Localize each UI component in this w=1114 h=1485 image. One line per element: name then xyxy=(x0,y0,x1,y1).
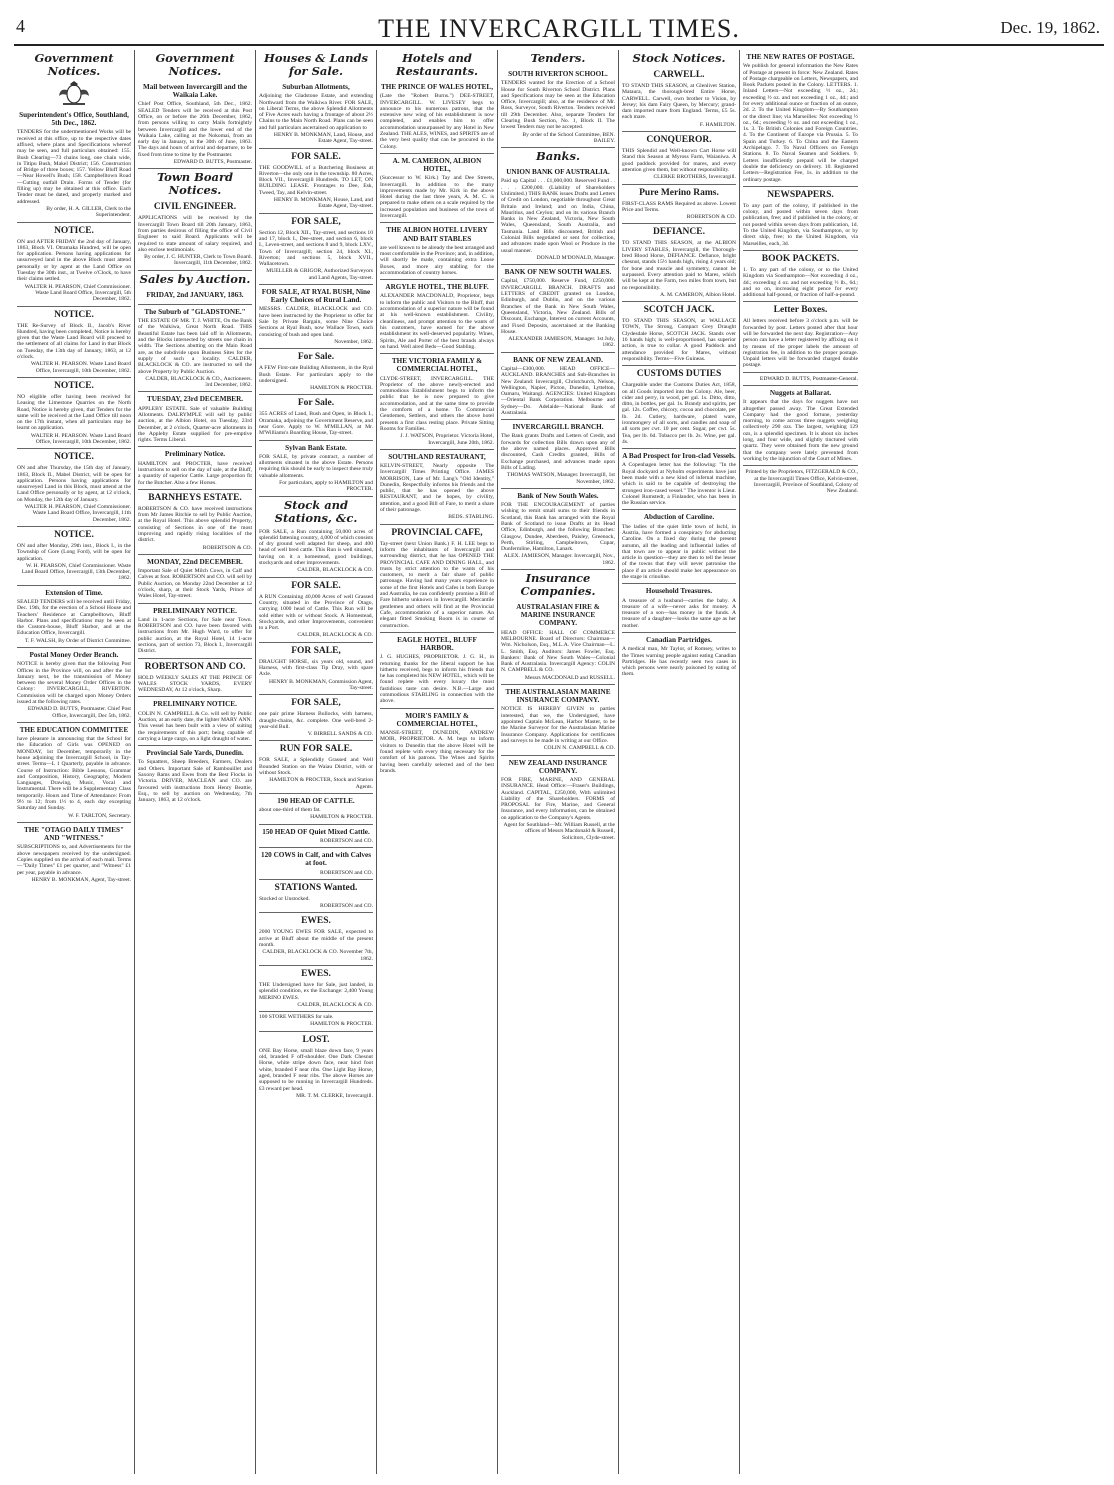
ad-signature: A. M. CAMERON, Albion Hotel. xyxy=(660,291,736,298)
advertisement xyxy=(622,633,736,681)
advertisement xyxy=(380,354,494,450)
columns-container xyxy=(14,50,1104,1474)
advertisement xyxy=(259,848,373,880)
ad-heading: MOIR'S FAMILY & COMMERCIAL HOTEL, xyxy=(396,711,478,728)
advertisement xyxy=(138,746,252,806)
ad-heading: EWES. xyxy=(301,968,331,979)
ad-body: FOR FIRE, MARINE, AND GENERAL INSURANCE. Head Office:—Fraser's Buildings, Auckland. CAPITAL, £250,000, With unlimited Liability of the Shareholders. FORMS of PROPOSAL for Fire, Marine, and General Insurance, and every information, can be obtained on application to the Company's Agents. xyxy=(501,776,615,821)
section-heading: Sales by Auction. xyxy=(139,271,251,286)
advertisement xyxy=(17,108,131,223)
ad-body: Chargeable under the Customs Duties Act, 1858, on all Goods imported into the Colony. Ale, beer, cider and perry, in wood, per gal. 1s. Ditto, ditto, ditto, in bottles, per gal. 1s. Brandy and spirits, per gal. 12s. Coffee, chicory, cocoa and chocolate, per lb. 2d. Cutlery, hardware, plated ware, ironmongery of all sorts, and candles and soap of all sorts per cwt. 10 per cent. Sugar, per cwt. 5s. Tea, per lb. 6d. Tobacco per lb. 2s. Wine, per gal. 4s. xyxy=(622,382,736,445)
ad-signature: CALDER, BLACKLOCK & CO. xyxy=(297,1001,373,1008)
ad-heading: NEWSPAPERS. xyxy=(767,189,834,200)
ad-heading: Extension of Time. xyxy=(45,588,103,597)
ad-heading: BANK OF NEW SOUTH WALES. xyxy=(504,268,612,277)
ad-body: (Late the "Robert Burns.") DEE-STREET, INVERCARGILL. W. LIVESEY begs to announce to his numerous patrons, that the extensive new wing of his establishment is now completed, and enables him to offer accommodation unsurpassed by any Hotel in New Zealand. THE ALES, WINES, and SPIRITS are of the very best quality that can be procured in the Colony. xyxy=(380,93,494,150)
ad-heading: SOUTH RIVERTON SCHOOL. xyxy=(508,70,608,78)
ad-heading: THE "OTAGO DAILY TIMES" AND "WITNESS." xyxy=(23,825,125,843)
ad-body: APPLEBY ESTATE. Sale of valuable Building Allotments. DALRYMPLE will sell by public auction, at the Albion Hotel, on Tuesday, 23rd December, at 2 o'clock, Quarter-acre allotments in the Appleby Estate supplied for pre-emptive rights. Terms Liberal. xyxy=(138,405,252,444)
ad-heading: THE NEW RATES OF POSTAGE. xyxy=(746,53,855,61)
ad-body: have pleasure in announcing that the School for the Education of Girls was OPENED on MONDAY, 1st December, temporarily in the house adjoining the Invercargill School, in Tay-street. Terms—L 1 Quarterly, payable in advance. Course of Instruction: Bible Lessons, Grammar and Composition, History, Geography, Modern Languages, Drawing, Music, Vocal and Instrumental. There will be a Supplementary Class temporarily. Hours and Time of Attendance: From 9½ to 12; from 1½ to 4, each day excepting Saturday and Sunday. xyxy=(17,736,131,812)
ad-body: THE Undersigned have for Sale, just landed, in splendid condition, ex the Exchange: 2,400 Young MERINO EWES. xyxy=(259,981,373,1001)
ad-body: Chief Post Office, Southland, 5th Dec., 1862. SEALED Tenders will be received at this Post Office, on or before the 26th December, 1862, from persons willing to carry Mails fortnightly between Invercargill and the lower end of the Waikaia Lake, calling at the Nokomai, from an early day in January, to the 30th of June, 1863. The days and hours of arrival and departure, to be fixed from time to time by the Postmaster. xyxy=(138,101,252,158)
ad-heading: Nuggets at Ballarat. xyxy=(769,389,832,398)
ad-body: TENDERS wanted for the Erection of a School House for South Riverton School District. Plans and Specifications may be seen at the Education Office, Invercargill; also, at the residence of Mr. Ross, Surveyor, South Riverton. Tenders received till 29th December. Also, separate Tenders for Clearing Bush Section, No. 1, Block II. The lowest Tenders may not be accepted. xyxy=(501,80,615,131)
ad-signature: THOMAS WATSON, Manager. Invercargill, 1st November, 1862. xyxy=(506,472,615,485)
ad-body: TO STAND THIS SEASON, at Glenlivet Station, Mataura, the thorough-bred Entire Horse, CARWELL. Carwell, own brother to Vision, by Jersey; his dam Fairy Queen, by Mercury; grand-dam imported mare from England. Terms, £5 5s. each mare. xyxy=(622,83,736,121)
ad-body: THE ESTATE OF MR. T. J. WHITE, On the Bank of the Waikiwa, Great North Road. THIS Beautiful Estate has been laid off in Allotments, and the Blocks intersected by streets one chain in width. The Sections abutting on the Main Road are, as the subdivide upon Business Sites for the supply of such a locality. CALDER, BLACKLOCK & CO. are instructed to sell the above Property by Public Auction. xyxy=(138,318,252,375)
ad-signature: WALTER H. PEARSON. Waste Land Board Office, Invercargill, 10th December, 1862. xyxy=(30,361,131,374)
ad-body: are well known to be already the best arranged and most comfortable in the Province; and, in addition, will shortly be made, containing extra Loose Boxes, and more airy stabling for the accommodation of country horses. xyxy=(380,244,494,276)
advertisement xyxy=(17,378,131,449)
ad-body: APPLICATIONS will be received by the Invercargill Town Board till 20th January, 1863, from parties desirous of filling the office of Civil Engineer to said Board. Applicants will be required to state amount of salary required, and also enclose testimonials. xyxy=(138,215,252,253)
ad-body: Adjoining the Gladstone Estate, and extending Northward from the Waikiwa River. FOR SALE, on Liberal Terms, the above Splendid Allotments of Five Acres each having a frontage of about 2½ Chains to the Main North Road. Plans can be seen and full particulars ascertained on application to xyxy=(259,93,373,131)
ad-body: We publish for general information the New Rates of Postage at present in force: New Zealand. Rates of Postage chargeable on Letters, Newspapers, and Book Packets posted in the Colony. LETTERS. 1. Inland Letters—Not exceeding ½ oz., 2d.; exceeding ½ oz. and not exceeding 1 oz., 4d.; and for every additional ounce or fraction of an ounce, 2d. 2. To the United Kingdom—By Southampton or the direct line; via Marseilles: Not exceeding ½ oz., 6d.; exceeding ½ oz. and not exceeding 1 oz., 1s. 3. To British Colonies and Foreign Countries. 4. To the Continent of Europe via Prussia. 5. To Spain and Turkey. 6. To China and the Eastern Archipelago. 7. To Naval Officers on Foreign Stations. 8. To Naval Seamen and Soldiers. 9. Letters insufficiently prepaid will be charged double the deficiency on delivery. 10. Registered Letters—Registration Fee, 1s. in addition to the ordinary postage. xyxy=(743,63,858,183)
ad-signature: T. F. WALSH, By Order of District Committee. xyxy=(24,637,131,644)
advertisement xyxy=(259,695,373,741)
ad-heading: BANK OF NEW ZEALAND. xyxy=(513,355,603,364)
advertisement xyxy=(501,600,615,685)
advertisement xyxy=(622,67,736,132)
advertisement xyxy=(743,302,858,372)
ad-heading: Postal Money Order Branch. xyxy=(29,651,119,660)
advertisement xyxy=(622,132,736,184)
ad-body: A RUN Containing 40,000 Acres of well Grassed Country, situated in the Province of Otago, carrying 1000 head of Cattle. This Run will be sold either with or without Stock. A Homestead, Stockyards, and other Improvements, convenient to a Port. xyxy=(259,593,373,632)
section-heading: Hotels and Restaurants. xyxy=(395,51,479,78)
section-heading: Houses & Lands for Sale. xyxy=(264,51,368,78)
advertisement xyxy=(259,741,373,793)
ad-signature: ROBERTSON and CO. xyxy=(320,837,373,844)
ad-heading: NOTICE. xyxy=(54,309,94,320)
advertisement xyxy=(17,648,131,723)
ad-body: ALEXANDER MACDONALD, Proprietor, begs to inform the public and Visitors to the Bluff, that accommodation of a superior nature will be found at his well-known establishment. Civility, cleanliness, and prompt attention to the wants of his customers, have earned for the above establishment its well-deserved popularity. Wines, Spirits, Ale and Porter of the best brands always on hand. Well aired Beds—Good Stabling. xyxy=(380,293,494,350)
advertisement xyxy=(622,185,736,225)
ad-body: All letters received before 3 o'clock p.m. will be forwarded by post. Letters posted after that hour will be forwarded the next day. Registration—Any person can have a letter registered by affixing on it by means of the proper labels the amount of registration fee, in addition to the proper postage. Unpaid letters will be forwarded charged double postage. xyxy=(743,318,858,369)
ad-body: A medical man, Mr Taylor, of Romsey, writes to the Times warning people against eating Canadian Partridges. He has recently seen two cases in which persons were nearly poisoned by eating of them. xyxy=(622,646,736,678)
newspaper-page xyxy=(14,14,1104,1474)
advertisement xyxy=(501,685,615,755)
advertisement xyxy=(17,307,131,378)
ad-signature: November, 1862. xyxy=(334,338,373,345)
ad-signature: HAMILTON & PROCTER. xyxy=(310,1021,373,1028)
advertisement xyxy=(138,659,252,698)
advertisement xyxy=(259,643,373,695)
ad-body: HOLD WEEKLY SALES AT THE PRINCE OF WALES STOCK YARDS, EVERY WEDNESDAY, At 12 o'clock, Sharp. xyxy=(138,674,252,694)
advertisement xyxy=(138,199,252,270)
ad-heading: SCOTCH JACK. xyxy=(643,305,715,316)
ad-signature: ALEXANDER JAMIESON, Manager. 1st July, 1862. xyxy=(508,336,615,349)
advertisement xyxy=(17,723,131,823)
advertisement xyxy=(501,756,615,844)
advertisement xyxy=(259,966,373,1012)
ad-signature: HAMILTON & PROCTER. xyxy=(310,385,373,392)
advertisement xyxy=(259,1032,373,1102)
advertisement xyxy=(17,823,131,886)
ad-heading: THE AUSTRALASIAN MARINE INSURANCE COMPANY. xyxy=(505,688,611,705)
advertisement xyxy=(138,604,252,659)
advertisement xyxy=(380,80,494,154)
newspaper-title: THE INVERCARGILL TIMES. xyxy=(378,14,740,43)
ad-signature: CALDER, BLACKLOCK & CO. November 7th, 1862. xyxy=(262,949,373,962)
ad-body: ROBERTSON & CO. have received instructions from Mr James Ritchie to sell by Public Auction, at the Royal Hotel. This above splendid Property, consisting of Sections in one of the most improving and rapidly rising localities of the district. xyxy=(138,505,252,544)
advertisement xyxy=(501,420,615,489)
advertisement xyxy=(622,510,736,584)
section-heading: Government Notices. xyxy=(155,51,235,78)
ad-body: COLIN N. CAMPBELL & Co. will sell by Public Auction, at an early date, the lighter MARY ANN. This vessel has been built with a view of suiting the requirements of this port; being capable of carrying a large cargo, on a light draught of water. xyxy=(138,710,252,742)
ad-heading: FOR SALE. xyxy=(291,580,341,591)
ad-heading: PROVINCIAL CAFE, xyxy=(391,527,483,538)
ad-body: KELVIN-STREET, Nearly opposite The Invercargill Times Printing Office. JAMES MORRISON, Late of Mr. Lang's "Old Identity," Dunedin, Respectfully informs his friends and the public, that he has opened the above RESTAURANT, and he hopes, by civility, attention, and a good Bill of Fare, to merit a share of their patronage. xyxy=(380,463,494,514)
issue-date: Dec. 19, 1862. xyxy=(1000,18,1100,37)
ad-signature: ROBERTSON & CO. xyxy=(686,214,736,221)
advertisement xyxy=(259,441,373,497)
advertisement xyxy=(622,302,736,366)
advertisement xyxy=(138,288,252,305)
advertisement xyxy=(622,449,736,510)
ad-signature: HENRY B. MONKMAN, Land, House, and Estate Agent, Tay-street. xyxy=(273,131,373,145)
ad-body: A FEW First-rate Building Allotments, in the Ryal Bush Estate. For particulars apply to the undersigned. xyxy=(259,365,373,384)
advertisement xyxy=(501,165,615,265)
ad-signature: Printed by the Proprietors, FITZGERALD & CO., at the Invercargill Times Office, Kelvin-street, Invercargill, Province of Southland, Colony of New Zealand. xyxy=(745,469,858,495)
advertisement xyxy=(743,251,858,302)
ad-signature: CALDER, BLACKLOCK & CO., Auctioneers. 3rd December, 1862. xyxy=(145,375,252,389)
advertisement xyxy=(259,825,373,849)
section-heading: Stock and Stations, &c. xyxy=(274,497,358,525)
ad-heading: THE PRINCE OF WALES HOTEL, xyxy=(380,83,494,91)
ad-heading: NOTICE. xyxy=(54,452,94,463)
ad-heading: PRELIMINARY NOTICE. xyxy=(153,606,237,615)
ad-body: To Squatters, Sheep Breeders, Farmers, Dealers and Others. Important Sale of Rambouillet and Saxony Rams and Ewes from the Best Flocks in Victoria. DRIVER, MACLEAN and CO. are favoured with instructions from Henry Beattie, Esq., to sell by auction on Wednesday, 7th January, 1863, at 12 o'clock. xyxy=(138,759,252,804)
advertisement xyxy=(380,280,494,354)
advertisement xyxy=(259,80,373,149)
ad-signature: Messrs MACDONALD and RUSSELL. xyxy=(524,674,615,681)
advertisement xyxy=(259,578,373,643)
ad-heading: SOUTHLAND RESTAURANT, xyxy=(388,452,486,461)
ad-heading: THE ALBION HOTEL LIVERY AND BAIT STABLES xyxy=(386,226,488,243)
advertisement xyxy=(743,386,858,466)
ad-body: NOTICE is hereby given that the following Post Offices in the Province will, on and after the 1st January next, be the transmission of Money between the several Money Order Offices in the Colony: INVERCARGILL, RIVERTON. Commission will be charged upon Money Orders issued at the following rates. xyxy=(17,661,131,705)
ad-body: FOR THE ENCOURAGEMENT of parties wishing to remit small sums to their friends in Scotland, this Bank has arranged with the Royal Bank of Scotland to issue Drafts at its Head Office, Edinburgh, and the following Branches: Glasgow, Dundee, Aberdeen, Paisley, Greenock, Perth, Stirling, Campbeltown, Cupar, Dunfermline, Hamilton, Lanark. xyxy=(501,502,615,553)
ad-heading: ROBERTSON AND CO. xyxy=(144,661,246,672)
advertisement xyxy=(743,466,858,497)
ad-body: The Bank grants Drafts and Letters of Credit, and forwards for collection Bills drawn upon any of the above named places. Approved Bills discounted, Cash Credits granted, Bills of Exchange purchased, and advances made upon Bills of Lading. xyxy=(501,433,615,471)
ad-body: The ladies of the quiet little town of Ischl, in Austria, have formed a conspiracy for abducting Caroline. On a fixed day during the present autumn, all the leading and influential ladies of that town are to appear in public without the article in question—they are then to tell the lesser of the towns that they will never patronise the place if an article should make her appearance on the stage in crinoline. xyxy=(622,523,736,581)
advertisement xyxy=(259,913,373,965)
column-5 xyxy=(498,50,619,1474)
ad-body: Capital, £750,000. Reserve Fund, £250,000. INVERCARGILL BRANCH. DRAFTS and LETTERS of CREDIT granted on London, Edinburgh, and Dublin, and on the various Branches of the Bank in New South Wales, Queensland, Victoria, New Zealand. Bills of Discount, Exchange, Interest on current Accounts, and Fixed Deposits, ascertained at the Banking House. xyxy=(501,278,615,335)
advertisement xyxy=(501,265,615,352)
ad-heading: FOR SALE, xyxy=(291,698,341,709)
ad-heading: FOR SALE, xyxy=(291,645,341,656)
section-heading: Tenders. xyxy=(530,51,586,65)
ad-signature: WALTER H. PEARSON. Waste Land Board Office, Invercargill, 10th December, 1862. xyxy=(30,432,131,445)
advertisement xyxy=(138,80,252,169)
ad-signature: V. BIRRELL SANDS & CO. xyxy=(307,731,373,738)
ad-signature: By order, H. A. GILLER, Clerk to the Superintendent. xyxy=(46,205,131,219)
advertisement xyxy=(380,450,494,525)
advertisement xyxy=(259,395,373,440)
ad-heading: DEFIANCE. xyxy=(653,227,705,238)
page-number: 4 xyxy=(16,16,25,36)
section-heading: Stock Notices. xyxy=(632,51,726,65)
ad-heading: Preliminary Notice. xyxy=(164,450,226,459)
ad-body: THIS Splendid and Well-known Cart Horse will Stand this Season at Myross Farm, Waianiwa. A good paddock provided for mares, and every attention given them, but without responsibility. xyxy=(622,148,736,173)
ad-body: Paid up Capital . . . £1,000,000. Reserved Fund . . . . . £200,000. (Liability of Shareholders Unlimited.) THIS BANK issues Drafts and Letters of Credit on London, negotiable throughout Great Britain and Ireland; and on India, China, Mauritius, and Ceylon; and on its various Branch Banks in New Zealand, Victoria, New South Wales, Queensland, South Australia, and Tasmania. Land Bills discounted, British and Colonial Bills negotiated or sent for collection, and advances made upon Wool or Produce in the usual manner. xyxy=(501,178,615,254)
ad-heading: Superintendent's Office, Southland, 5th Dec., 1862. xyxy=(19,111,129,128)
advertisement xyxy=(743,187,858,251)
ad-signature: EDWARD D. BUTTS, Postmaster. Chief Post Office, Invercargill, Dec 5th, 1862. xyxy=(27,706,131,719)
ad-body: FOR SALE, a Run containing 50,000 acres of splendid fattening country, 4,000 of which consists of dry ground well adapted for sheep, and 400 head of well bred cattle. This Run is well situated, having on it a homestead, good buildings, stockyards and other improvements. xyxy=(259,528,373,567)
advertisement xyxy=(743,50,858,187)
ad-signature: ROBERTSON & CO. xyxy=(202,544,252,551)
ad-signature: HENRY B. MONKMAN, Commission Agent, Tay-street. xyxy=(268,678,373,691)
ad-heading: FOR SALE, AT RYAL BUSH, Nine Early Choices of Rural Land. xyxy=(261,288,371,305)
ad-body: Section 12, Block XII., Tay-street, and sections 10 and 17, block I., Dee-street, and section 6, block I., Leven-street, and sections 8 and 9, block LXV., Town of Invercargill; section 24, block XI., Riverton; and sections 5, block XVII., Wallacetown. xyxy=(259,229,373,268)
ad-body: Stocked or Unstocked. xyxy=(259,895,310,902)
ad-body: Tay-street (next Union Bank.) F. H. LEE begs to inform the inhabitants of Invercargill and surrounding district, that he has OPENED THE PROVINCIAL CAFE AND DINING HALL, and trusts by strict attention to the wants of his customers, to merit a fair share of public patronage. Having had many years experience in some of the first Hotels and Cafes in both Europe and Australia, he can confidently promise a Bill of Fare hitherto unknown in Invercargill. Mercantile gentlemen and others will find at the Provincial Cafe, accommodation of a superior nature. An elegant fitted Smoking Room is in course of construction. xyxy=(380,540,494,629)
column-7 xyxy=(740,50,861,1474)
advertisement xyxy=(622,224,736,302)
advertisement xyxy=(501,67,615,148)
section-heading: Government Notices. xyxy=(34,51,114,78)
ad-signature: HAMILTON & PROCTER. xyxy=(310,814,373,821)
ad-signature: DONALD M'DONALD, Manager. xyxy=(536,254,615,261)
advertisement xyxy=(501,489,615,570)
ad-signature: CLERKE BROTHERS, Invercargill. xyxy=(653,174,736,181)
ad-body: DRAUGHT HORSE, six years old, sound, and Harness, with first-class Tip Dray, with spare Axle. xyxy=(259,658,373,678)
ad-heading: NOTICE. xyxy=(54,225,94,236)
advertisement xyxy=(259,880,373,914)
ad-heading: Mail between Invercargill and the Waikaia Lake. xyxy=(142,83,248,100)
ad-signature: CALDER, BLACKLOCK & CO. xyxy=(297,567,373,574)
ad-body: ON and AFTER FRIDAY the 2nd day of January, 1863, Block VI. Otramaka Hundred, will be open for application. Persons having applications for unsurveyed land in the above Block must attend personally or by agent at the Land Office on Tuesday the 30th inst., at Twelve o'Clock, to have their claims settled. xyxy=(17,238,131,283)
advertisement xyxy=(138,447,252,489)
ad-heading: Sylvan Bank Estate. xyxy=(285,443,347,452)
ad-signature: For particulars, apply to HAMILTON and PROCTER. xyxy=(279,479,373,493)
ad-body: 2000 YOUNG EWES FOR SALE, expected to arrive at Bluff about the middle of the present month. xyxy=(259,929,373,949)
ad-body: 355 ACRES of Land, Bush and Open, in Block I., Otramaka, adjoining the Government Reserve, and near Gore. Apply to W. M'MILLAN, at Mr. M'Williams's Boarding House, Tay-street. xyxy=(259,411,373,437)
ad-heading: THE VICTORIA FAMILY & COMMERCIAL HOTEL, xyxy=(391,357,483,374)
ad-body: J. G. HUGHES, PROPRIETOR. J. G. H., in returning thanks for the liberal support he has hitherto received, begs to inform his friends that he has completed his NEW HOTEL, which will be found replete with every luxury the most fastidious taste can desire. N.B.—Large and commodious STABLING in connection with the above. xyxy=(380,654,494,705)
ad-body: ON and after Monday, 29th inst., Block I., in the Township of Gore (Long Ford), will be open for application. xyxy=(17,542,131,562)
royal-crest-icon xyxy=(17,80,131,106)
ad-heading: NOTICE. xyxy=(54,529,94,540)
advertisement xyxy=(138,555,252,604)
ad-heading: 190 HEAD OF CATTLE. xyxy=(277,796,355,805)
ad-heading: 150 HEAD OF Quiet Mixed Cattle. xyxy=(262,827,370,836)
advertisement xyxy=(138,490,252,555)
ad-body: about one-third of them fat. xyxy=(259,807,321,814)
ad-signature: MR. T. M. CLERKE, Invercargill. xyxy=(296,1092,373,1099)
ad-signature: ROBERTSON and CO. xyxy=(320,903,373,910)
ad-heading: For Sale. xyxy=(297,352,335,363)
ad-heading: TUESDAY, 23rd DECEMBER. xyxy=(146,395,244,404)
ad-body: ON and after Thursday, the 15th day of January, 1863, Block II., Mabel District, will be open for application. Persons having applications for unsurveyed Land in this Block, must attend at the Land Office personally or by agent, at 12 o'clock, on Monday, the 12th day of January. xyxy=(17,465,131,503)
ad-body: HEAD OFFICE: HALL OF COMMERCE MELBOURNE. Board of Directors: Chairman—Wm. Nicholson, Esq., M.L.A. Vice Chairman—L. L. Smith, Esq. Auditors: James Fowler, Esq. Bankers: Bank of New South Wales—Colonial Bank of Australasia. Invercargill Agency: COLIN N. CAMPBELL & CO. xyxy=(501,629,615,674)
advertisement xyxy=(17,527,131,586)
ad-body: NO eligible offer having been received for Leasing the Limestone Quarries on the North Road, Notice is hereby given, that Tenders for the same will be received at the Land Office till noon on the 17th instant, when all particulars may be learnt on application. xyxy=(17,393,131,432)
advertisement xyxy=(380,154,494,223)
ad-heading: Pure Merino Rams. xyxy=(639,187,719,198)
advertisement xyxy=(259,349,373,395)
ad-body: Land in 1-acre Sections, for Sale near Town. ROBERTSON and CO. have been favored with instructions from Mr. Hugh Ward, to offer for public auction, at the Royal Hotel, 14 1-acre sections, part of section 73, Block I., Invercargill District. xyxy=(138,616,252,655)
ad-heading: Letter Boxes. xyxy=(773,305,828,316)
ad-body: FOR SALE, by private contract, a number of allotments situated in the above Estate. Persons requiring this should be early to inspect these truly valuable allotments. xyxy=(259,453,373,479)
ad-body: Capital—£300,000. HEAD OFFICE—AUCKLAND. BRANCHES and Sub-Branches in New Zealand: Invercargill, Christchurch, Nelson, Wellington, Napier, Picton, Dunedin, Lyttelton, Oamaru, Waitangi. AGENCIES: United Kingdom—Oriental Bank Corporation. Melbourne and Sydney—Do. Adelaide—National Bank of Australasia. xyxy=(501,365,615,416)
ad-signature: COLIN N. CAMPBELL & CO. xyxy=(543,745,615,752)
ad-heading: CUSTOMS DUTIES xyxy=(636,369,722,380)
ad-heading: STATIONS Wanted. xyxy=(274,882,358,893)
advertisement xyxy=(138,697,252,746)
ad-body: A Copenhagen letter has the following: "In the Royal dockyard at Nyholm experiments have just been made with a new kind of infernal machine, which is said to be capable of destroying the strongest iron-cased vessel." The inventor is Lieut. Colonel Rumstedt, a Finlander, who has been in the Russian service. xyxy=(622,462,736,507)
ad-heading: NEW ZEALAND INSURANCE COMPANY. xyxy=(508,758,608,775)
advertisement xyxy=(138,305,252,392)
advertisement xyxy=(259,285,373,349)
ad-heading: BARNHEYS ESTATE. xyxy=(148,492,242,503)
ad-body: FIRST-CLASS RAMS Required as above. Lowest Price and Terms. xyxy=(622,200,736,213)
ad-body: THE Re-Survey of Block II., Jacob's River Hundred, having been completed, Notice is hereby given that the Waste Land Board will proceed to the settlement of all claims for Land in that Block on Tuesday, the 13th day of January, 1863, at 12 o'clock. xyxy=(17,322,131,361)
advertisement xyxy=(501,353,615,421)
advertisement xyxy=(622,366,736,449)
ad-heading: A Bad Prospect for Iron-clad Vessels. xyxy=(622,452,736,461)
ad-heading: ARGYLE HOTEL, THE BLUFF. xyxy=(385,283,489,292)
advertisement xyxy=(259,214,373,285)
ad-body: TENDERS for the undermentioned Works will be received at this office, up to the respective dates affixed, where plans and Specifications whereof may be seen, and full particulars obtained: 155. Bush Clearing—73 chains long, one chain wide, in Titipu Bush, Makel District; 156. Construction of Bridge of three boxes; 157. Yellow Bluff Road—Near Howell's Bush; 158. Campbelltown Road—Cutting outfall Drain. Forms of Tender (for filling up) may be obtained at this office. Each Tender must be dated, and properly marked and addressed. xyxy=(17,129,131,205)
ad-signature: HENRY B. MONKMAN, House, Land, and Estate Agent, Tay-street. xyxy=(273,197,373,210)
ad-body: HAMILTON and PROCTER, have received instructions to sell on the day of sale, at the Bluff, a quantity of superior Cattle. Large proportion fit for the Butcher. Also a few Horses. xyxy=(138,460,252,486)
ad-body: MANSE-STREET, DUNEDIN, ANDREW MOIR, PROPRIETOR. A. M. begs to inform visitors to Dunedin that the above Hotel will be found replete with every thing necessary for the comfort of his patrons. The Wines and Spirits having been carefully selected and of the best brands. xyxy=(380,730,494,774)
ad-body: FOR SALE, a Splendidly Grassed and Well Bounded Station on the Waiau District, with or without Stock. xyxy=(259,757,373,776)
ad-body: CLYDE-STREET, INVERCARGILL. THE Proprietor of the above newly-erected and commodious Establishment begs to inform the public that he is now prepared to give accommodation, and at the same time to provide the comforts of a home. To Commercial Gentlemen, Settlers, and others the above hotel presents a first class resting place. Private Sitting Rooms for Families. xyxy=(380,375,494,432)
ad-heading: Bank of New South Wales. xyxy=(517,491,599,500)
ad-body: Important Sale of Quiet Milch Cows, in Calf and Calves at foot. ROBERTSON and CO. will sell by Public Auction, on Monday 22nd December at 12 o'clock, sharp, at their Stock Yards, Prince of Wales Hotel, Tay-street. xyxy=(138,568,252,600)
ad-heading: For Sale. xyxy=(297,398,335,409)
ad-signature: BEDS. STABLING. xyxy=(448,514,494,521)
ad-body: THE GOODWILL of a Butchering Business at Riverton—the only one in the township. 80 Acres, Block VII., Invercargill Hundreds. TO LET, ON BUILDING LEASE. Frontages to Dee, Esk, Tweed, Tay, and Kelvin-street. xyxy=(259,164,373,196)
ad-body: It appears that the days for nuggets have not altogether passed away. The Great Extended Company had the good fortune, yesterday morning, to come across three nuggets weighing collectively 290 ozs. The largest, weighing 129 ozs, is a splendid specimen. It is about six inches long, and four wide, and slightly tinctured with quartz. They were obtained from the new ground that the company were lately prevented from working by the injunction of the Court of Mines. xyxy=(743,399,858,462)
advertisement xyxy=(17,449,131,527)
ad-signature: W. F. TARLTON, Secretary. xyxy=(68,812,131,819)
ad-heading: MONDAY, 22nd DECEMBER. xyxy=(147,557,243,566)
advertisement xyxy=(743,373,858,386)
ad-heading: Household Treasures. xyxy=(645,587,713,596)
ad-body: NOTICE IS HEREBY GIVEN to parties interested, that we, the Undersigned, have appointed Captain McLean, Harbor Master, to be the Marine Surveyor for the Australasian Marine Insurance Company. Applications for certificates and surveys to be made in writing at our Office. xyxy=(501,706,615,744)
ad-signature: ALEX. JAMIESON, Manager. Invercargill, Nov., 1862. xyxy=(503,553,615,566)
ad-heading: The Suburb of "GLADSTONE." xyxy=(144,307,246,316)
ad-heading: EWES. xyxy=(301,916,331,927)
column-1 xyxy=(14,50,135,1474)
ad-heading: PRELIMINARY NOTICE. xyxy=(153,700,237,709)
ad-signature: HAMILTON & PROCTER, Stock and Station Agents. xyxy=(269,777,373,790)
ad-body: To any part of the colony, if published in the colony, and posted within seven days from publication, free; and if published in the colony, or not posted within seven days from publication, 1d. To the United Kingdom, via Southampton, or by direct ship, free; to the United Kingdom, via Marseilles, each, 3d. xyxy=(743,202,858,247)
ad-body: A treasure of a husband—carries the baby. A treasure of a wife—never asks for money. A treasure of a son—has money in the funds. A treasure of a daughter—looks the same age as her mother. xyxy=(622,597,736,629)
column-2 xyxy=(135,50,256,1474)
advertisement xyxy=(17,586,131,648)
ad-body: SUBSCRIPTIONS to, and Advertisements for the above newspapers received by the undersigned. Copies supplied on the arrival of each mail. Terms—"Daily Times" £1 per quarter, and "Witness" £1 per year, payable in advance. xyxy=(17,844,131,876)
ad-signature: WALTER H. PEARSON, Chief Commissioner. Waste Land Board Office, Invercargill, 11th December, 1862. xyxy=(24,504,131,523)
advertisement xyxy=(259,527,373,578)
ad-signature: EDWARD D. BUTTS, Postmaster-General. xyxy=(759,375,858,382)
ad-body: one pair prime Harness Bullocks, with harness, draught-chains, &c. complete. One well-bred 2-year-old Bull. xyxy=(259,711,373,730)
ad-heading: 120 COWS in Calf, and with Calves at foot. xyxy=(260,851,372,868)
ad-signature: WALTER H. PEARSON, Chief Commissioner. Waste Land Board Office, Invercargill, 5th December, 1862. xyxy=(24,283,131,303)
column-3 xyxy=(256,50,377,1474)
advertisement xyxy=(380,223,494,280)
ad-heading: CARWELL. xyxy=(653,70,705,80)
column-4 xyxy=(377,50,498,1474)
advertisement xyxy=(380,709,494,777)
ad-body: 1. To any part of the colony, or to the United Kingdom via Southampton—Not exceeding 4 oz., 4d.; exceeding 4 oz. and not exceeding ½ lb., 6d.; and so on, increasing eight pence for every additional half-pound, or fraction of half-a-pound. xyxy=(743,266,858,299)
ad-heading: Suburban Allotments, xyxy=(282,83,350,91)
ad-body: MESSRS. CALDER, BLACKLOCK and CO. have been instructed by the Proprietor to offer for Sale by Private Bargain, some Nine Choice Sections at Ryal Bush, now Wallace Town, each consisting of bush and open land. xyxy=(259,306,373,338)
column-6 xyxy=(619,50,740,1474)
ad-heading: FRIDAY, 2nd JANUARY, 1863. xyxy=(146,290,244,299)
ad-body: TO STAND THIS SEASON, at the ALBION LIVERY STABLES, Invercargill, the Thorough-bred Blood Horse, DEFIANCE. Defiance, bright chesnut, stands 15½ hands high, rising 4 years old; for bone and muscle and symmetry, cannot be surpassed. Every attention paid to Mares, which will be kept at the Farm, two miles from town, but no responsibility. xyxy=(622,240,736,291)
advertisement xyxy=(259,794,373,825)
advertisement xyxy=(17,223,131,307)
ad-heading: THE EDUCATION COMMITTEE xyxy=(19,725,129,734)
section-heading: Banks. xyxy=(536,149,580,164)
ad-heading: FOR SALE, xyxy=(291,216,341,227)
ad-heading: AUSTRALASIAN FIRE & MARINE INSURANCE COMPANY. xyxy=(516,603,600,628)
ad-heading: Canadian Partridges. xyxy=(646,636,712,645)
ad-body: (Successor to W. Kirk.) Tay and Dee Streets, Invercargill. In addition to the many improvements made by Mr. Kirk in the above Hotel during the last three years, A. M. C. is prepared to make others on a scale required by the increased population and business of the town of Invercargill. xyxy=(380,175,494,220)
ad-heading: Abduction of Caroline. xyxy=(643,513,715,522)
ad-signature: ROBERTSON and CO. xyxy=(320,869,373,876)
ad-signature: EDWARD D. BUTTS, Postmaster. xyxy=(173,159,252,166)
ad-body: ONE Bay Horse, small blaze down face, 9 years old, branded F off-shoulder. One Dark Chesnut Horse, white stripe down face, near hind foot white, branded F near ribs. One Light Bay Horse, aged, branded F near ribs. The above Horses are supposed to be running in Invercargill Hundreds. £3 reward per head. xyxy=(259,1047,373,1092)
section-heading: Insurance Companies. xyxy=(520,571,596,599)
ad-signature: By order of the School Committee, BEN. BAILEY. xyxy=(522,131,615,144)
ad-heading: INVERCARGILL BRANCH. xyxy=(512,423,604,432)
ad-heading: CONQUEROR. xyxy=(646,135,712,146)
advertisement xyxy=(622,584,736,633)
advertisement xyxy=(259,1012,373,1032)
ad-signature: F. HAMILTON. xyxy=(699,121,736,128)
ad-heading: RUN FOR SALE. xyxy=(279,744,353,755)
ad-signature: MUELLER & GRIGOR, Authorized Surveyors and Land Agents, Tay-street. xyxy=(266,268,373,281)
advertisement xyxy=(259,149,373,214)
ad-signature: By order, J. C. HUNTER, Clerk to Town Board. Invercargill, 11th December, 1862. xyxy=(144,254,252,267)
ad-heading: NOTICE. xyxy=(54,380,94,391)
advertisement xyxy=(380,525,494,633)
ad-signature: HENRY B. MONKMAN, Agent, Tay-street. xyxy=(31,876,131,883)
ad-signature: Agent for Southland—Mr. William Russell, at the offices of Messrs Macdonald & Russell, Solicitors, Clyde-street. xyxy=(503,821,615,841)
advertisement xyxy=(380,633,494,709)
ad-heading: LOST. xyxy=(302,1034,330,1045)
ad-heading: EAGLE HOTEL, BLUFF HARBOR. xyxy=(397,635,477,653)
ad-signature: J. J. WATSON, Proprietor. Victoria Hotel, Invercargill, June 20th, 1862. xyxy=(400,433,494,446)
ad-body: 100 STORE WETHERS for sale. xyxy=(259,1014,334,1021)
ad-signature: CALDER, BLACKLOCK & CO. xyxy=(297,632,373,639)
ad-heading: UNION BANK OF AUSTRALIA. xyxy=(506,168,610,177)
ad-heading: FOR SALE. xyxy=(291,151,341,162)
ad-heading: BOOK PACKETS. xyxy=(761,253,840,264)
masthead xyxy=(14,14,1104,46)
ad-heading: CIVIL ENGINEER. xyxy=(153,202,237,213)
advertisement xyxy=(138,392,252,447)
ad-heading: Provincial Sale Yards, Dunedin. xyxy=(146,749,244,758)
section-heading: Town Board Notices. xyxy=(156,170,234,198)
ad-body: SEALED TENDERS will be received until Friday, Dec. 19th, for the erection of a School House and Teachers' Residence at Campbelltown, Bluff Harbor. Plans and specifications may be seen at the Custom-house, Bluff Harbor, and at the Education Office, Invercargill. xyxy=(17,598,131,637)
ad-body: TO STAND THIS SEASON, at WALLACE TOWN, The Strong, Compact Grey Draught Clydesdale Horse, SCOTCH JACK. Stands over 16 hands high; is well-proportioned, has superior action, is true to collar. A good Paddock and attendance provided for Mares, without responsibility. Terms—Five Guineas. xyxy=(622,318,736,362)
ad-signature: W. H. PEARSON, Chief Commissioner. Waste Land Board Office, Invercargill, 13th December, 1862. xyxy=(21,562,131,582)
ad-heading: A. M. CAMERON, ALBION HOTEL, xyxy=(392,156,482,174)
